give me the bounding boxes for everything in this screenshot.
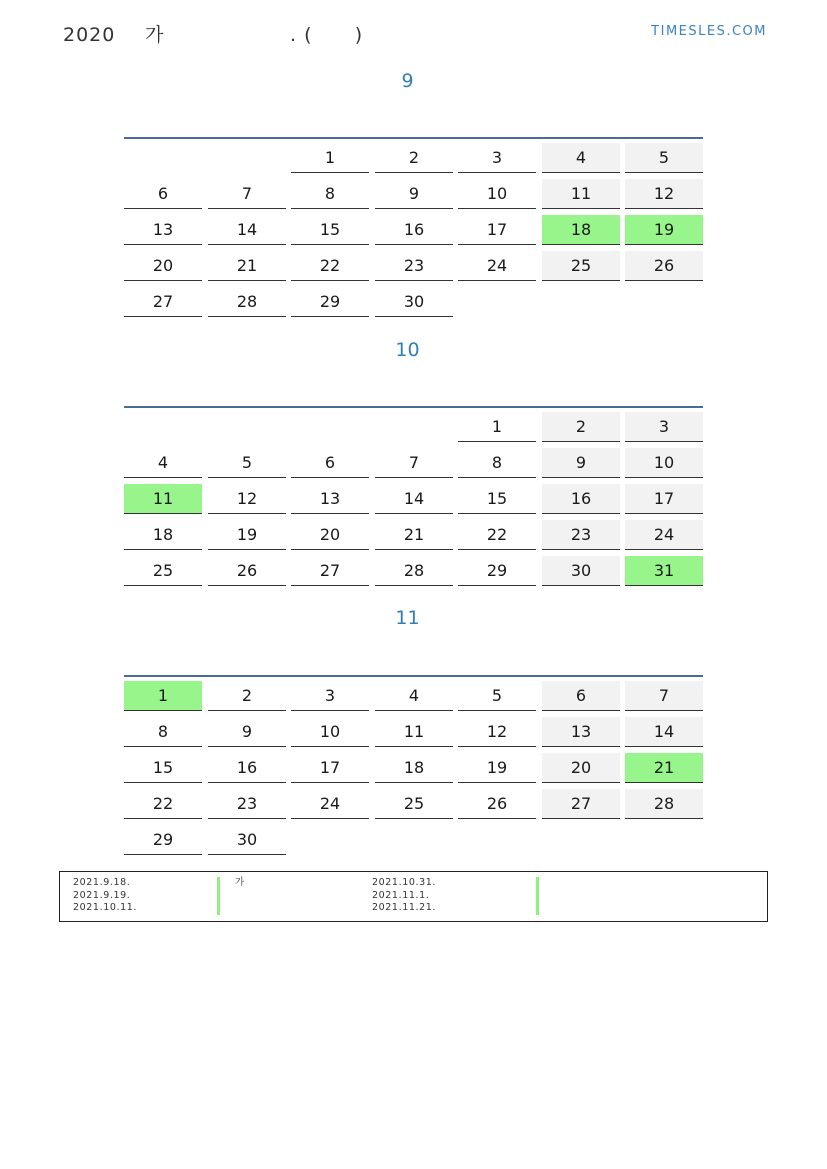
legend-left-names xyxy=(235,877,245,890)
legend-date: 2021.9.18. xyxy=(73,877,131,888)
day-cell: 3 xyxy=(625,412,703,442)
day-cell: 8 xyxy=(291,179,369,209)
day-cell: 30 xyxy=(375,287,453,317)
day-cell: 9 xyxy=(375,179,453,209)
month-title: 9 xyxy=(401,70,414,92)
day-cell: 25 xyxy=(375,789,453,819)
day-cell: 20 xyxy=(291,520,369,550)
day-cell: 4 xyxy=(542,143,620,173)
legend-right-dates xyxy=(372,877,436,915)
legend-name: 가 xyxy=(235,877,245,888)
day-cell: 13 xyxy=(291,484,369,514)
day-cell: 29 xyxy=(124,825,202,855)
day-cell: 28 xyxy=(625,789,703,819)
month-title: 10 xyxy=(395,339,420,361)
page-header xyxy=(63,20,370,47)
day-cell: 13 xyxy=(542,717,620,747)
day-cell: 1 xyxy=(291,143,369,173)
day-cell: 26 xyxy=(208,556,286,586)
day-cell: 15 xyxy=(458,484,536,514)
day-cell: 2 xyxy=(542,412,620,442)
day-cell: 29 xyxy=(291,287,369,317)
day-cell: 8 xyxy=(124,717,202,747)
header-title-char: 가 xyxy=(145,24,165,46)
day-cell: 22 xyxy=(124,789,202,819)
day-cell: 5 xyxy=(625,143,703,173)
legend-holiday-swatch xyxy=(536,877,539,915)
day-cell: 6 xyxy=(291,448,369,478)
holiday-legend xyxy=(59,871,768,922)
day-cell: 3 xyxy=(458,143,536,173)
day-cell: 24 xyxy=(625,520,703,550)
holiday-day-cell: 31 xyxy=(625,556,703,586)
day-cell: 25 xyxy=(124,556,202,586)
day-cell: 4 xyxy=(375,681,453,711)
day-cell: 5 xyxy=(208,448,286,478)
day-cell: 26 xyxy=(625,251,703,281)
day-cell: 14 xyxy=(208,215,286,245)
day-cell: 23 xyxy=(375,251,453,281)
day-cell: 22 xyxy=(458,520,536,550)
day-cell: 2 xyxy=(375,143,453,173)
day-cell: 12 xyxy=(625,179,703,209)
day-cell: 15 xyxy=(291,215,369,245)
day-cell: 20 xyxy=(542,753,620,783)
day-cell: 30 xyxy=(542,556,620,586)
day-cell: 10 xyxy=(458,179,536,209)
day-cell: 7 xyxy=(625,681,703,711)
day-cell: 12 xyxy=(208,484,286,514)
legend-date: 2021.11.21. xyxy=(372,902,437,913)
day-cell: 14 xyxy=(625,717,703,747)
day-cell: 16 xyxy=(208,753,286,783)
day-cell: 19 xyxy=(208,520,286,550)
day-cell: 9 xyxy=(208,717,286,747)
day-cell: 6 xyxy=(124,179,202,209)
day-cell: 28 xyxy=(208,287,286,317)
header-paren: . ( ) xyxy=(290,24,364,46)
holiday-day-cell: 19 xyxy=(625,215,703,245)
day-cell: 12 xyxy=(458,717,536,747)
day-cell: 14 xyxy=(375,484,453,514)
day-cell: 13 xyxy=(124,215,202,245)
day-cell: 27 xyxy=(542,789,620,819)
day-cell: 8 xyxy=(458,448,536,478)
day-cell: 15 xyxy=(124,753,202,783)
day-cell: 16 xyxy=(375,215,453,245)
day-cell: 11 xyxy=(375,717,453,747)
day-cell: 5 xyxy=(458,681,536,711)
day-cell: 9 xyxy=(542,448,620,478)
day-cell: 7 xyxy=(208,179,286,209)
month-grid xyxy=(124,406,703,594)
holiday-day-cell: 21 xyxy=(625,753,703,783)
day-cell: 21 xyxy=(208,251,286,281)
legend-left-dates xyxy=(73,877,137,915)
day-cell: 7 xyxy=(375,448,453,478)
day-cell: 23 xyxy=(208,789,286,819)
day-cell: 18 xyxy=(124,520,202,550)
day-cell: 30 xyxy=(208,825,286,855)
day-cell: 17 xyxy=(291,753,369,783)
day-cell: 19 xyxy=(458,753,536,783)
day-cell: 18 xyxy=(375,753,453,783)
day-cell: 29 xyxy=(458,556,536,586)
day-cell: 1 xyxy=(458,412,536,442)
day-cell: 21 xyxy=(375,520,453,550)
day-cell: 16 xyxy=(542,484,620,514)
day-cell: 27 xyxy=(124,287,202,317)
day-cell: 11 xyxy=(542,179,620,209)
day-cell: 28 xyxy=(375,556,453,586)
day-cell: 10 xyxy=(625,448,703,478)
month-grid xyxy=(124,675,703,863)
month-title: 11 xyxy=(395,607,420,629)
day-cell: 26 xyxy=(458,789,536,819)
holiday-day-cell: 11 xyxy=(124,484,202,514)
day-cell: 2 xyxy=(208,681,286,711)
legend-date: 2021.9.19. xyxy=(73,889,131,901)
day-cell: 20 xyxy=(124,251,202,281)
holiday-day-cell: 18 xyxy=(542,215,620,245)
site-link[interactable]: TIMESLES.COM xyxy=(651,24,767,39)
legend-date: 2021.10.31. xyxy=(372,877,437,888)
day-cell: 17 xyxy=(625,484,703,514)
day-cell: 17 xyxy=(458,215,536,245)
day-cell: 24 xyxy=(291,789,369,819)
day-cell: 27 xyxy=(291,556,369,586)
legend-holiday-swatch xyxy=(217,877,220,915)
header-year: 2020 xyxy=(63,24,116,46)
day-cell: 24 xyxy=(458,251,536,281)
day-cell: 4 xyxy=(124,448,202,478)
day-cell: 22 xyxy=(291,251,369,281)
day-cell: 10 xyxy=(291,717,369,747)
day-cell: 6 xyxy=(542,681,620,711)
day-cell: 3 xyxy=(291,681,369,711)
day-cell: 25 xyxy=(542,251,620,281)
legend-date: 2021.10.11. xyxy=(73,902,138,913)
day-cell: 23 xyxy=(542,520,620,550)
legend-date: 2021.11.1. xyxy=(372,889,430,901)
month-grid xyxy=(124,137,703,325)
holiday-day-cell: 1 xyxy=(124,681,202,711)
